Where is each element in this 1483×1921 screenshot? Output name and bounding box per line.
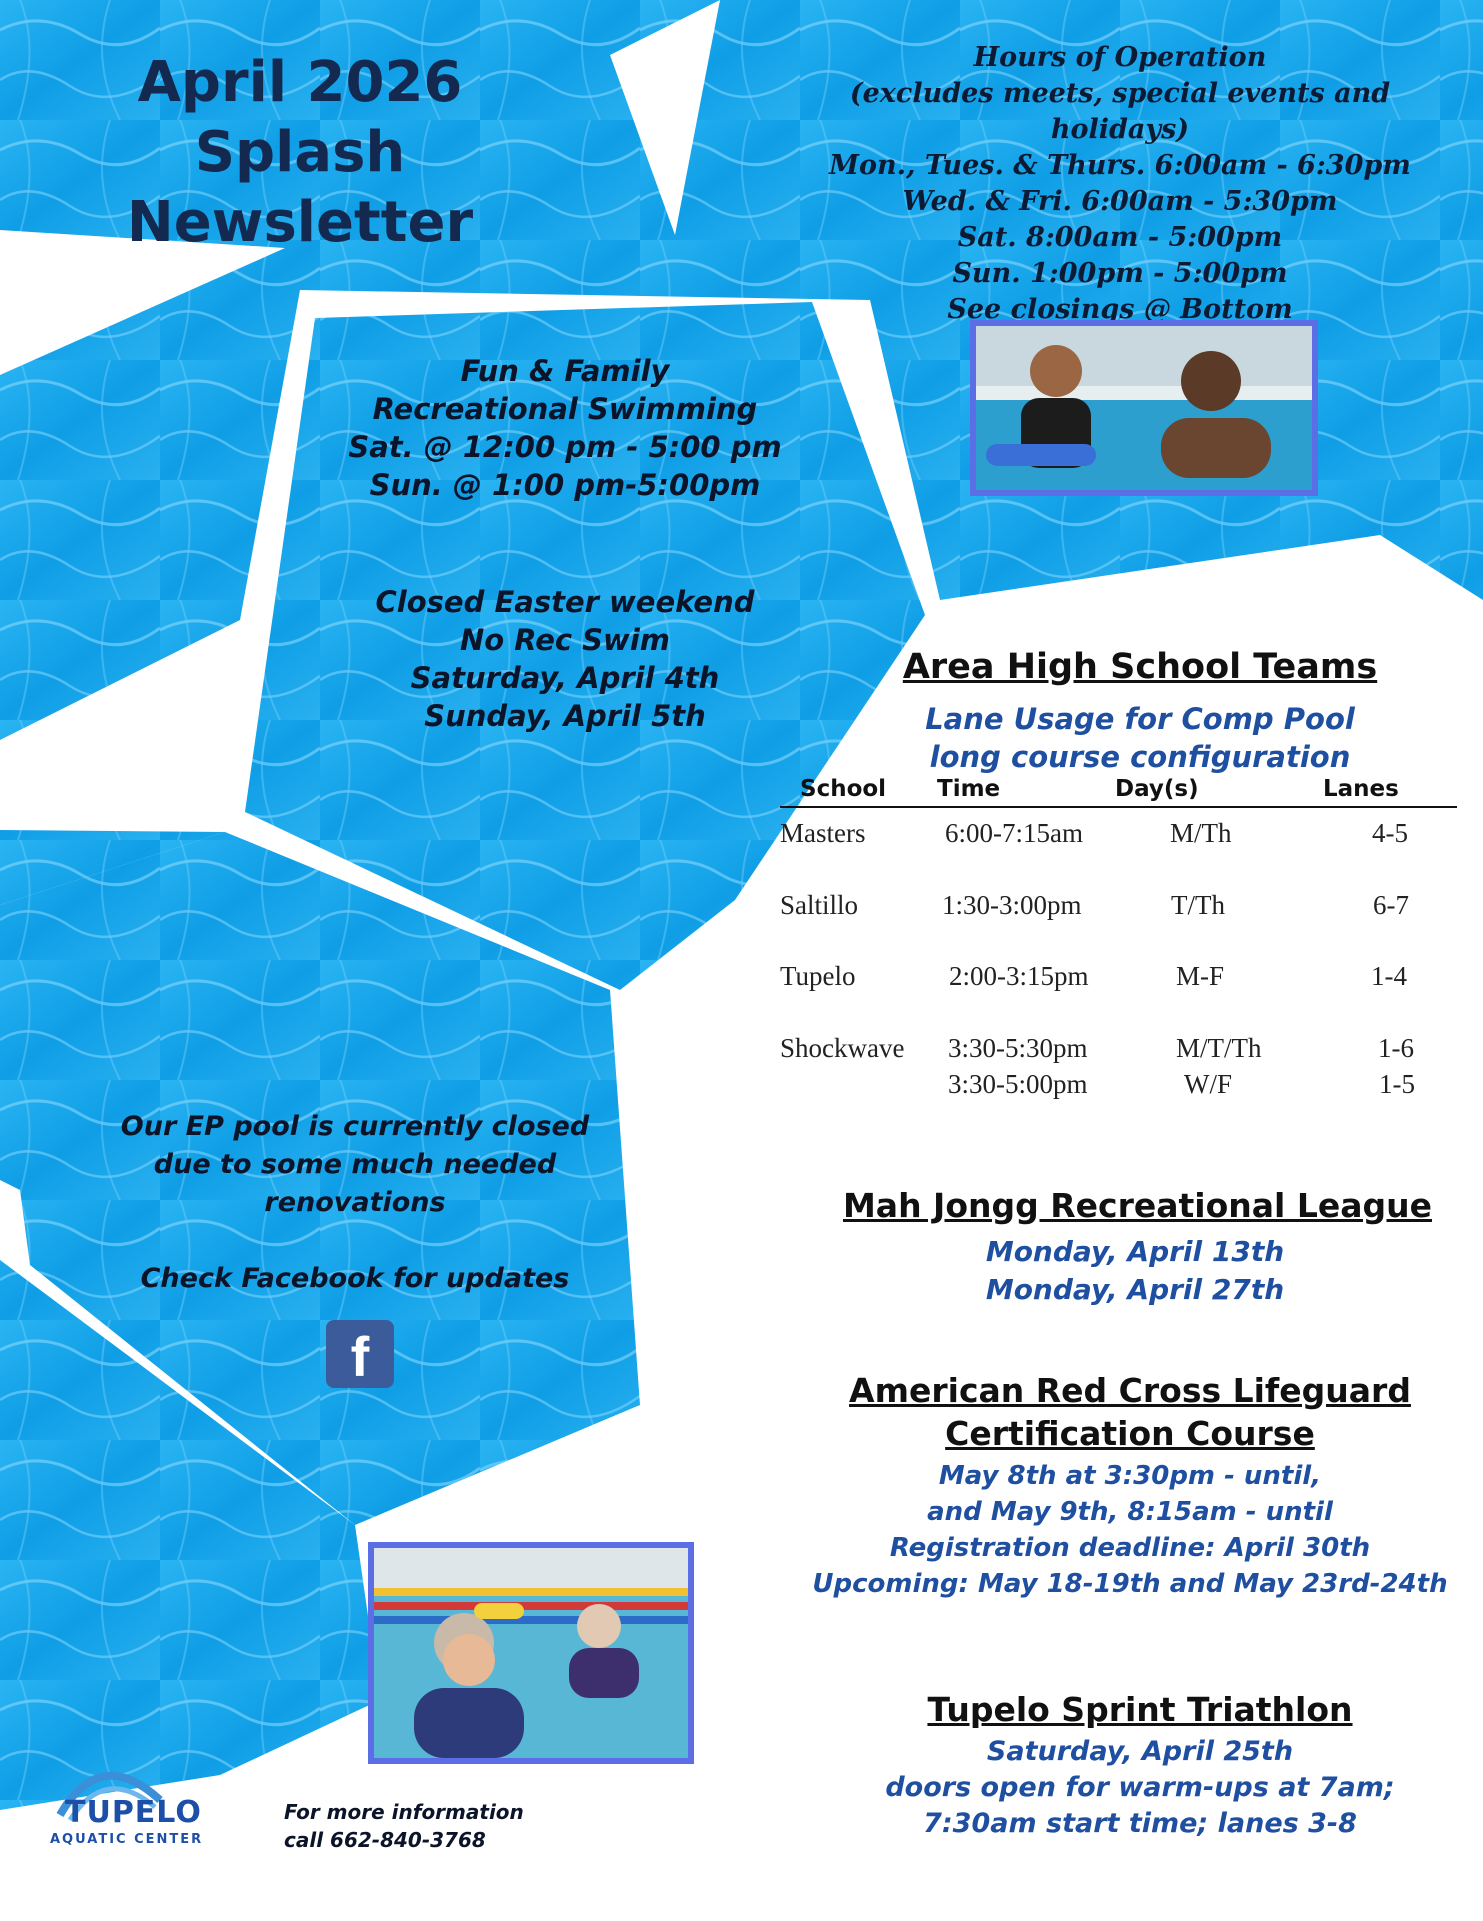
cell-time: 3:30-5:00pm [948, 1069, 1088, 1099]
closure-line: Saturday, April 4th [410, 661, 720, 695]
closure-line: Sunday, April 5th [424, 699, 706, 733]
cell-time: 3:30-5:30pm [948, 1033, 1088, 1063]
photo-senior-swimmers [368, 1542, 694, 1764]
triathlon-line: doors open for warm-ups at 7am; [885, 1772, 1395, 1803]
ep-line: due to some much needed [153, 1149, 557, 1180]
hours-line: Sun. 1:00pm - 5:00pm [952, 258, 1288, 289]
closure-line: No Rec Swim [460, 623, 670, 657]
contact-line: For more information [284, 1800, 524, 1824]
cell-school: Shockwave [780, 1033, 905, 1063]
mahjongg-date: Monday, April 13th [985, 1235, 1285, 1268]
col-school: School [800, 776, 887, 802]
rec-swim-block [330, 352, 800, 504]
rec-line: Fun & Family [460, 354, 670, 388]
cell-days: T/Th [1171, 890, 1225, 920]
mahjongg-heading: Mah Jongg Recreational League [842, 1186, 1433, 1225]
cell-lanes: 4-5 [1372, 818, 1408, 848]
contact-info [284, 1798, 544, 1854]
lifeguard-line: Upcoming: May 18-19th and May 23rd-24th [812, 1569, 1448, 1599]
mahjongg-dates [800, 1233, 1470, 1309]
ep-line: Our EP pool is currently closed [120, 1111, 590, 1142]
lifeguard-line: May 8th at 3:30pm - until, [938, 1461, 1322, 1491]
lane-usage-table [780, 776, 1457, 1106]
table-header [780, 776, 1457, 808]
teams-subheading [820, 700, 1460, 776]
lifeguard-heading-line: Certification Course [945, 1414, 1315, 1453]
table-row [780, 818, 1457, 854]
tupelo-logo [50, 1755, 265, 1855]
lifeguard-heading-line: American Red Cross Lifeguard [849, 1371, 1411, 1410]
cell-school: Masters [780, 818, 866, 848]
hours-note: (excludes meets, special events and holidays) [849, 78, 1391, 145]
teams-sub-line: long course configuration [929, 740, 1351, 774]
hours-line: Wed. & Fri. 6:00am - 5:30pm [902, 186, 1338, 217]
col-lanes: Lanes [1323, 776, 1399, 802]
cell-days: M-F [1176, 961, 1225, 991]
table-row [780, 890, 1457, 926]
hours-heading: Hours of Operation [973, 42, 1267, 73]
mahjongg-date: Monday, April 27th [985, 1273, 1285, 1306]
easter-closure-block [340, 583, 790, 735]
hours-line: See closings @ Bottom [947, 294, 1293, 325]
closure-line: Closed Easter weekend [375, 585, 755, 619]
photo-instructor-swimmer [970, 320, 1318, 496]
facebook-updates-text: Check Facebook for updates [140, 1263, 570, 1294]
cell-lanes: 1-4 [1371, 961, 1407, 991]
cell-days: M/T/Th [1176, 1033, 1262, 1063]
cell-days: M/Th [1170, 818, 1232, 848]
lifeguard-details [790, 1458, 1470, 1602]
cell-time: 2:00-3:15pm [949, 961, 1089, 991]
table-row [780, 1033, 1457, 1069]
ep-pool-notice [110, 1108, 600, 1298]
ep-line: renovations [264, 1187, 446, 1218]
cell-school: Saltillo [780, 890, 859, 920]
title-line2: Splash Newsletter [126, 120, 474, 255]
lifeguard-heading [800, 1369, 1460, 1455]
col-days: Day(s) [1115, 776, 1199, 802]
hours-of-operation [790, 40, 1450, 328]
contact-phone: call 662-840-3768 [284, 1828, 486, 1852]
cell-days: W/F [1184, 1069, 1233, 1099]
triathlon-heading: Tupelo Sprint Triathlon [927, 1690, 1353, 1729]
triathlon-details [800, 1734, 1480, 1842]
facebook-icon[interactable]: f [326, 1320, 394, 1388]
title-line1: April 2026 [137, 50, 463, 115]
cell-time: 1:30-3:00pm [942, 890, 1082, 920]
teams-heading: Area High School Teams [902, 647, 1378, 687]
newsletter-title [20, 48, 580, 258]
cell-time: 6:00-7:15am [945, 818, 1083, 848]
lifeguard-line: Registration deadline: April 30th [889, 1533, 1371, 1563]
logo-sub-text: AQUATIC CENTER [50, 1832, 204, 1847]
rec-line: Sun. @ 1:00 pm-5:00pm [369, 468, 761, 502]
triathlon-line: Saturday, April 25th [986, 1736, 1294, 1767]
cell-lanes: 6-7 [1373, 890, 1409, 920]
cell-lanes: 1-5 [1379, 1069, 1415, 1099]
teams-sub-line: Lane Usage for Comp Pool [925, 702, 1355, 736]
triathlon-line: 7:30am start time; lanes 3-8 [923, 1808, 1357, 1839]
hours-line: Sat. 8:00am - 5:00pm [957, 222, 1283, 253]
table-row [780, 961, 1457, 997]
hours-line: Mon., Tues. & Thurs. 6:00am - 6:30pm [829, 150, 1411, 181]
cell-lanes: 1-6 [1378, 1033, 1414, 1063]
logo-main-text: TUPELO [65, 1795, 202, 1830]
rec-line: Recreational Swimming [372, 392, 758, 426]
col-time: Time [937, 776, 1001, 802]
lifeguard-line: and May 9th, 8:15am - until [927, 1497, 1333, 1527]
cell-school: Tupelo [780, 961, 856, 991]
table-row [780, 1069, 1457, 1105]
rec-line: Sat. @ 12:00 pm - 5:00 pm [348, 430, 782, 464]
